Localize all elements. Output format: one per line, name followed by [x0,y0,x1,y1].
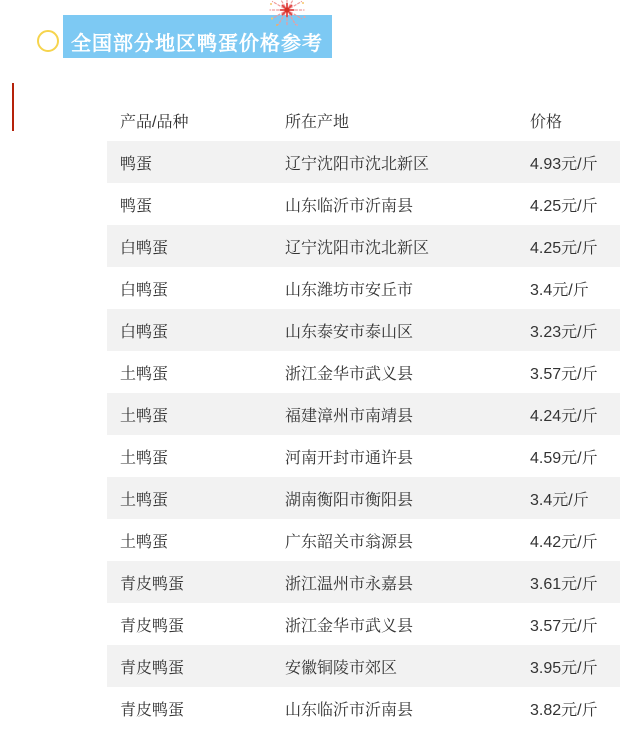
table-row [107,519,620,561]
column-header-origin: 所在产地 [285,113,350,131]
product-cell: 鸭蛋 [120,197,153,215]
origin-cell: 浙江金华市武义县 [285,365,414,383]
price-cell: 4.42元/斤 [530,533,598,551]
table-row [107,309,620,351]
table-row [107,267,620,309]
yellow-circle-icon [37,30,59,52]
table-row [107,687,620,729]
origin-cell: 辽宁沈阳市沈北新区 [285,239,430,257]
price-cell: 3.57元/斤 [530,365,598,383]
column-header-price: 价格 [530,113,563,131]
origin-cell: 浙江金华市武义县 [285,617,414,635]
table-row [107,477,620,519]
red-vertical-line-decoration [12,83,14,131]
product-cell: 土鸭蛋 [120,449,169,467]
price-cell: 3.4元/斤 [530,281,589,299]
price-cell: 3.57元/斤 [530,617,598,635]
price-cell: 3.95元/斤 [530,659,598,677]
table-row [107,183,620,225]
page-title: 全国部分地区鸭蛋价格参考 [71,33,323,55]
origin-cell: 浙江温州市永嘉县 [285,575,414,593]
firework-icon [263,0,313,30]
origin-cell: 河南开封市通许县 [285,449,414,467]
product-cell: 青皮鸭蛋 [120,701,185,719]
price-cell: 4.25元/斤 [530,239,598,257]
table-row [107,225,620,267]
price-cell: 4.59元/斤 [530,449,598,467]
product-cell: 鸭蛋 [120,155,153,173]
product-cell: 土鸭蛋 [120,407,169,425]
table-header-row [107,99,620,141]
column-header-product: 产品/品种 [120,113,189,131]
product-cell: 青皮鸭蛋 [120,617,185,635]
product-cell: 土鸭蛋 [120,533,169,551]
origin-cell: 山东泰安市泰山区 [285,323,414,341]
price-table [107,99,620,729]
table-row [107,351,620,393]
product-cell: 白鸭蛋 [120,323,169,341]
table-row [107,645,620,687]
product-cell: 土鸭蛋 [120,491,169,509]
price-cell: 3.23元/斤 [530,323,598,341]
product-cell: 白鸭蛋 [120,281,169,299]
origin-cell: 山东临沂市沂南县 [285,197,414,215]
table-body [107,141,620,729]
price-cell: 4.93元/斤 [530,155,598,173]
origin-cell: 广东韶关市翁源县 [285,533,414,551]
origin-cell: 湖南衡阳市衡阳县 [285,491,414,509]
table-row [107,435,620,477]
origin-cell: 福建漳州市南靖县 [285,407,414,425]
origin-cell: 山东临沂市沂南县 [285,701,414,719]
product-cell: 土鸭蛋 [120,365,169,383]
product-cell: 青皮鸭蛋 [120,659,185,677]
price-cell: 4.25元/斤 [530,197,598,215]
origin-cell: 辽宁沈阳市沈北新区 [285,155,430,173]
table-row [107,141,620,183]
price-cell: 3.82元/斤 [530,701,598,719]
table-row [107,393,620,435]
product-cell: 青皮鸭蛋 [120,575,185,593]
price-cell: 3.61元/斤 [530,575,598,593]
origin-cell: 安徽铜陵市郊区 [285,659,398,677]
origin-cell: 山东潍坊市安丘市 [285,281,414,299]
table-row [107,561,620,603]
table-row [107,603,620,645]
price-cell: 4.24元/斤 [530,407,598,425]
product-cell: 白鸭蛋 [120,239,169,257]
price-cell: 3.4元/斤 [530,491,589,509]
